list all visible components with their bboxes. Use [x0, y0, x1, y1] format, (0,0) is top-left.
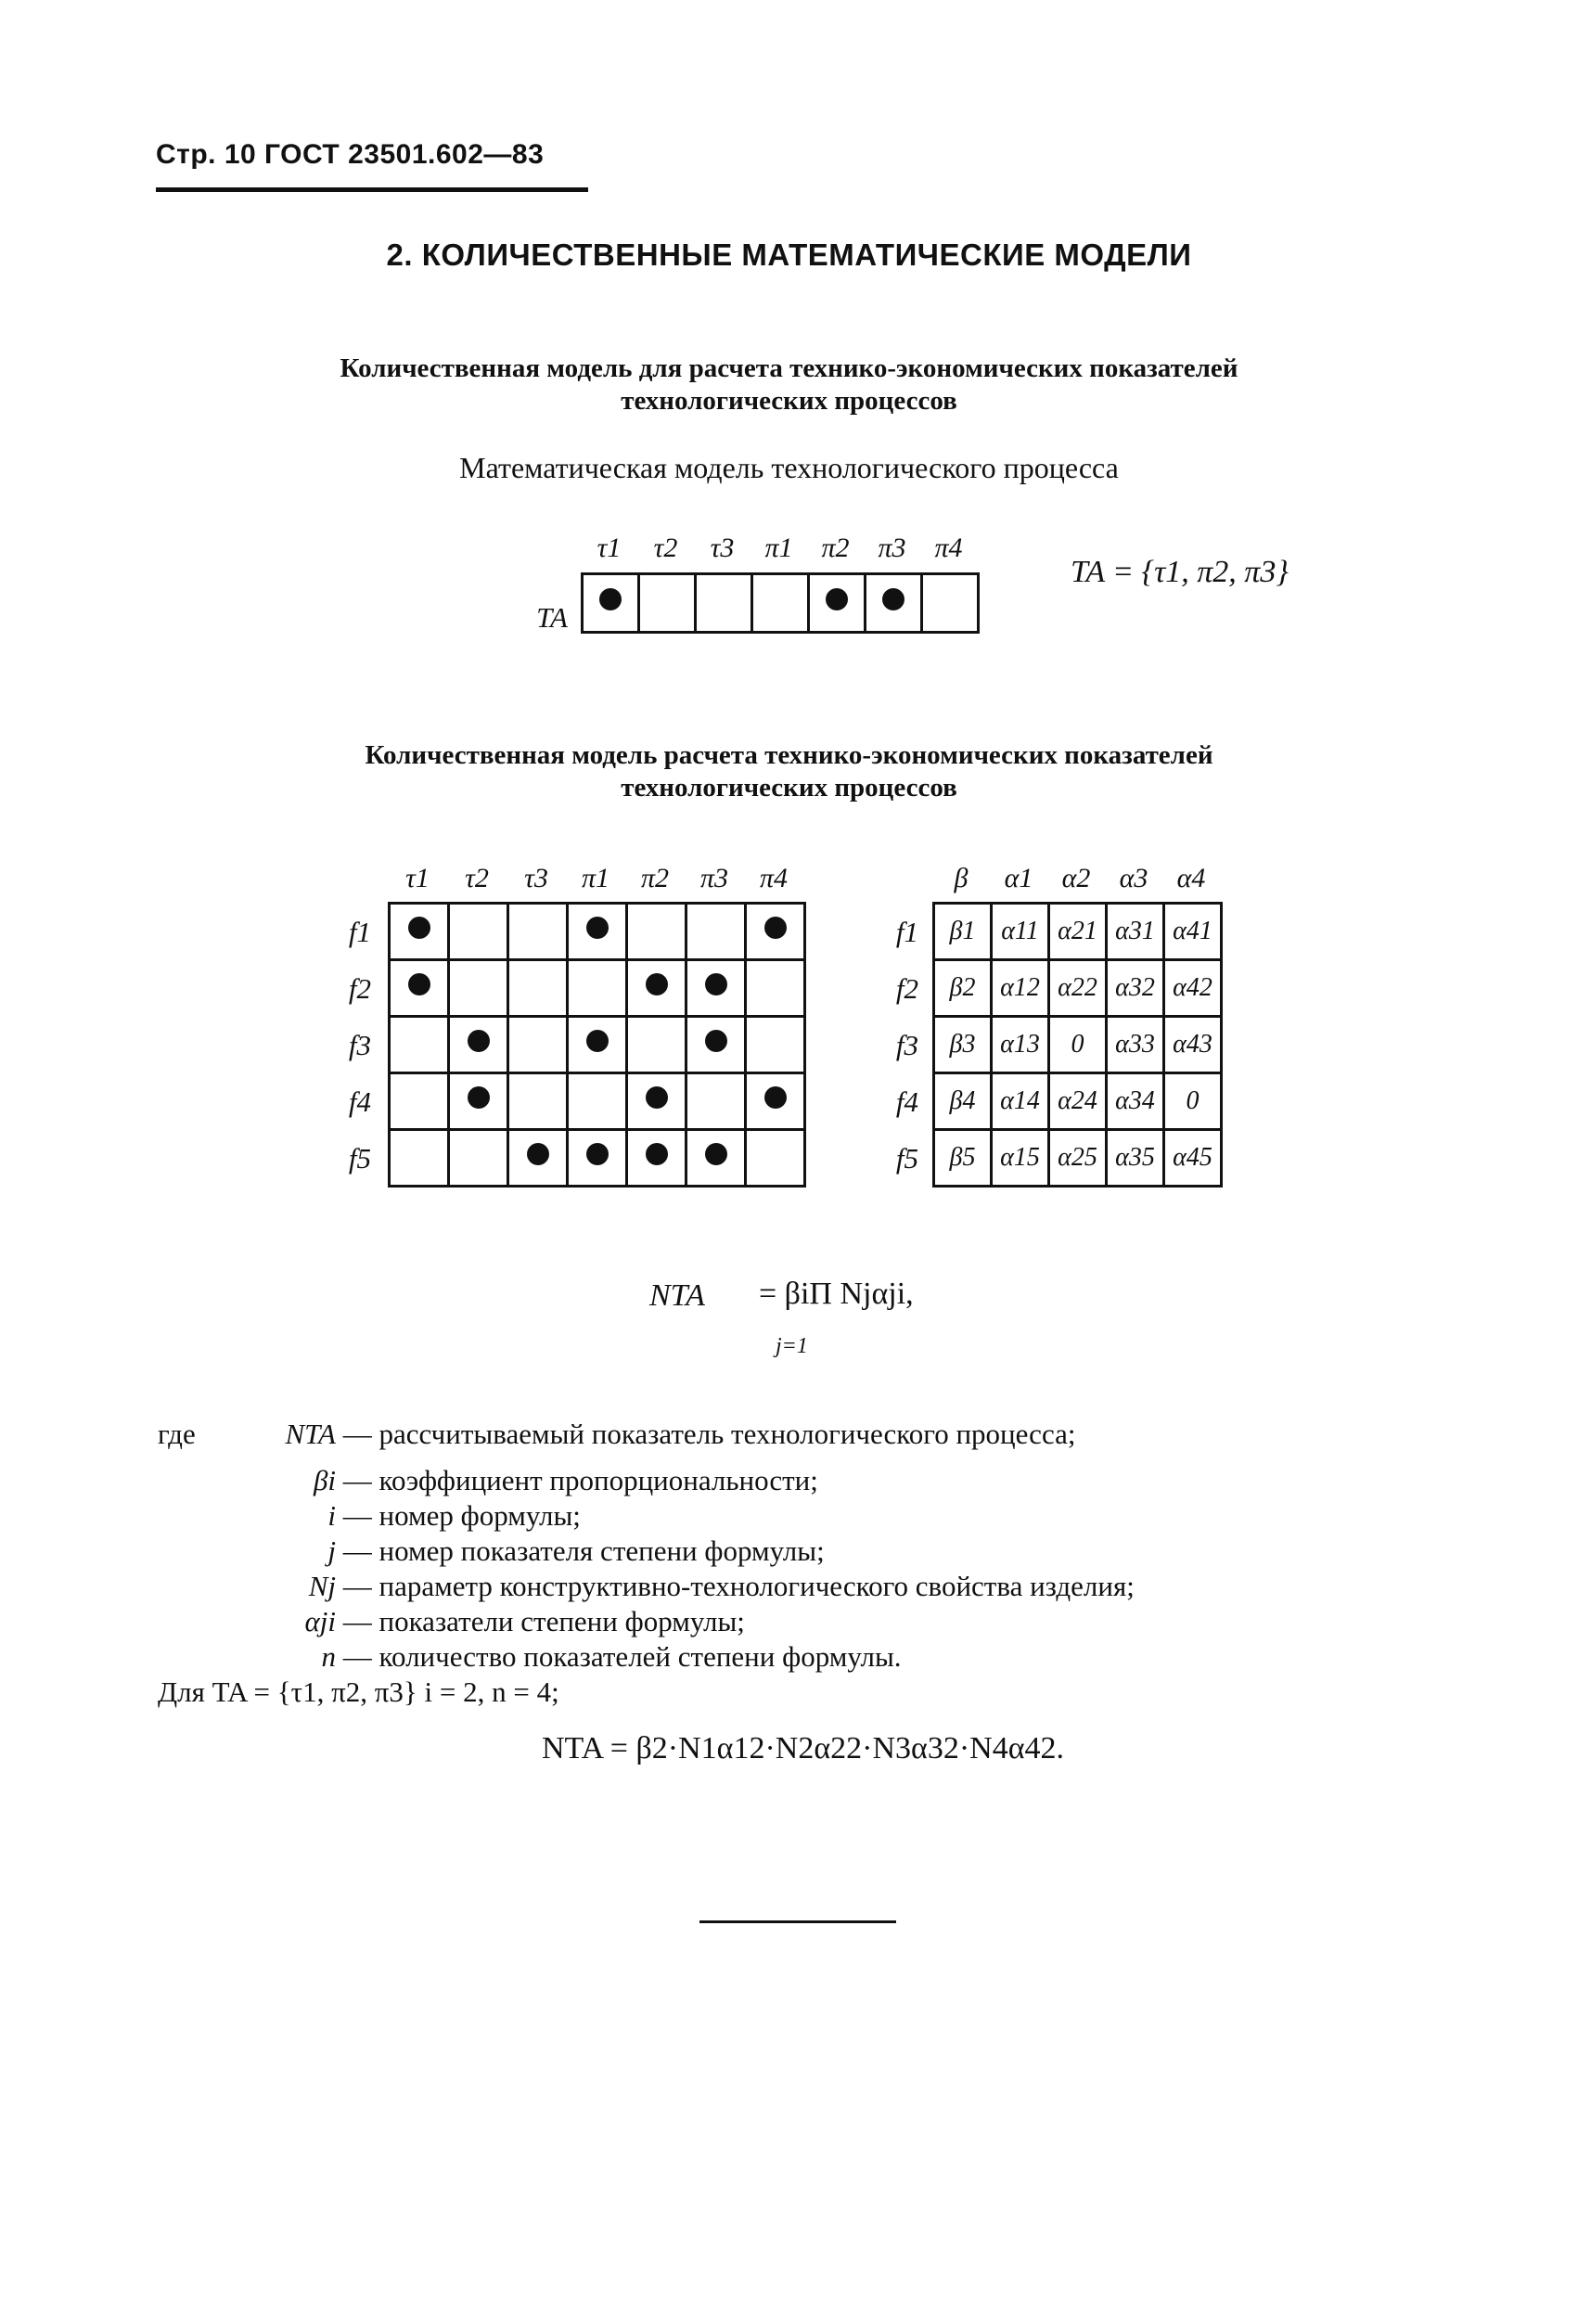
coef-cell-1-3: α32	[1107, 960, 1164, 1017]
b2-cell-0-4	[627, 904, 686, 960]
b3-rowhead-3: f4	[895, 1085, 918, 1118]
coef-cell-0-2: α21	[1049, 904, 1107, 960]
coef-row-2	[934, 1017, 1222, 1073]
coef-cell-1-4: α42	[1164, 960, 1222, 1017]
b2-row-3	[390, 1073, 805, 1130]
b2-cell-3-1	[449, 1073, 508, 1130]
filled-dot-icon	[882, 588, 904, 610]
page-header: Стр. 10 ГОСТ 23501.602—83	[156, 139, 545, 170]
block1-set-formula: TA = {τ1, π2, π3}	[1071, 555, 1289, 589]
filled-dot-icon	[599, 588, 622, 610]
b2-colhead-4: π2	[640, 863, 670, 893]
b3-rowhead-4: f5	[895, 1142, 918, 1175]
block1-grid	[581, 572, 980, 634]
coef-cell-2-4: α43	[1164, 1017, 1222, 1073]
block1-title-line2: технологических процессов	[621, 386, 957, 416]
definition-item	[202, 1640, 902, 1674]
coef-cell-1-1: α12	[992, 960, 1049, 1017]
coef-cell-2-2: 0	[1049, 1017, 1107, 1073]
definition-symbol: i	[327, 1499, 336, 1532]
b2-cell-0-1	[449, 904, 508, 960]
b1-colhead-5: π3	[878, 533, 906, 563]
b1-colhead-6: π4	[934, 533, 963, 563]
b2-rowhead-2: f3	[348, 1029, 371, 1061]
b2-cell-2-5	[686, 1017, 746, 1073]
b2-colhead-6: π4	[759, 863, 789, 893]
b2-colhead-5: π3	[699, 863, 729, 893]
formula-main-lhs: NTA	[649, 1278, 705, 1313]
b2-row-2	[390, 1017, 805, 1073]
b2-cell-2-2	[508, 1017, 568, 1073]
final-condition: Для TA = {τ1, π2, π3} i = 2, n = 4;	[158, 1676, 559, 1708]
definition-text: — количество показателей степени формулы.	[336, 1640, 902, 1673]
b2-cell-3-3	[568, 1073, 627, 1130]
filled-dot-icon	[468, 1086, 490, 1109]
filled-dot-icon	[408, 917, 430, 939]
b1-cell-0-1	[639, 574, 696, 633]
b2-cell-0-5	[686, 904, 746, 960]
definition-text: — рассчитываемый показатель технологического процесса;	[336, 1418, 1076, 1450]
b3-rowhead-2: f3	[895, 1029, 918, 1061]
b3-colhead-0: β	[954, 863, 969, 893]
b2-row-0	[390, 904, 805, 960]
b2-cell-0-2	[508, 904, 568, 960]
b2-cell-1-3	[568, 960, 627, 1017]
b2-cell-1-5	[686, 960, 746, 1017]
definition-item	[202, 1570, 1135, 1603]
coef-cell-0-0: β1	[934, 904, 992, 960]
coef-row-4	[934, 1130, 1222, 1187]
b2-cell-3-4	[627, 1073, 686, 1130]
definition-item	[202, 1534, 825, 1568]
coef-cell-0-1: α11	[992, 904, 1049, 960]
b2-cell-2-3	[568, 1017, 627, 1073]
coef-cell-3-4: 0	[1164, 1073, 1222, 1130]
definition-symbol: j	[327, 1534, 336, 1567]
coef-cell-2-3: α33	[1107, 1017, 1164, 1073]
b1-cell-0-2	[696, 574, 752, 633]
b2-cell-2-6	[746, 1017, 805, 1073]
b2-cell-1-0	[390, 960, 449, 1017]
b1-colhead-1: τ2	[653, 533, 678, 563]
b2-colhead-1: τ2	[465, 863, 489, 893]
filled-dot-icon	[646, 1086, 668, 1109]
b1-cell-0-3	[752, 574, 809, 633]
coef-row-1	[934, 960, 1222, 1017]
b3-rowhead-1: f2	[895, 972, 918, 1005]
b2-rowhead-1: f2	[348, 972, 371, 1005]
b2-colhead-0: τ1	[405, 863, 430, 893]
section-title: 2. КОЛИЧЕСТВЕННЫЕ МАТЕМАТИЧЕСКИЕ МОДЕЛИ	[386, 238, 1192, 272]
coef-row-3	[934, 1073, 1222, 1130]
b1-cell-0-6	[922, 574, 979, 633]
coef-cell-4-1: α15	[992, 1130, 1049, 1187]
formula-main-rhs: = βiΠ Njαji,	[759, 1277, 914, 1311]
final-formula: NTA = β2·N1α12·N2α22·N3α32·N4α42.	[542, 1731, 1065, 1765]
b3-colhead-4: α4	[1176, 863, 1206, 893]
definition-item	[202, 1605, 745, 1638]
filled-dot-icon	[586, 1030, 609, 1052]
b1-row-0	[583, 574, 979, 633]
b2-cell-4-0	[390, 1130, 449, 1187]
b3-colhead-2: α2	[1061, 863, 1091, 893]
definition-text: — номер показателя степени формулы;	[336, 1534, 825, 1567]
b3-rowhead-0: f1	[895, 916, 918, 948]
b2-rowhead-3: f4	[348, 1085, 371, 1118]
coef-cell-3-1: α14	[992, 1073, 1049, 1130]
b2-cell-4-5	[686, 1130, 746, 1187]
block2-title-line1: Количественная модель расчета технико-экономических показателей	[365, 740, 1213, 770]
b2-cell-3-0	[390, 1073, 449, 1130]
b2-rowhead-0: f1	[348, 916, 371, 948]
coef-cell-1-0: β2	[934, 960, 992, 1017]
b2-cell-0-0	[390, 904, 449, 960]
b2-colhead-2: τ3	[524, 863, 548, 893]
coef-cell-2-1: α13	[992, 1017, 1049, 1073]
b2-row-1	[390, 960, 805, 1017]
block2-title-line2: технологических процессов	[621, 773, 957, 802]
definition-symbol: n	[321, 1640, 336, 1673]
coef-cell-3-0: β4	[934, 1073, 992, 1130]
b2-cell-0-3	[568, 904, 627, 960]
filled-dot-icon	[468, 1030, 490, 1052]
b3-colhead-1: α1	[1004, 863, 1033, 893]
b2-cell-0-6	[746, 904, 805, 960]
b2-cell-4-6	[746, 1130, 805, 1187]
definition-text: — номер формулы;	[336, 1499, 581, 1532]
coef-cell-4-2: α25	[1049, 1130, 1107, 1187]
b1-colhead-2: τ3	[710, 533, 735, 563]
block1-row-label: TA	[536, 601, 568, 634]
definition-symbol: αji	[304, 1605, 336, 1637]
definitions-intro: где	[158, 1418, 196, 1450]
filled-dot-icon	[527, 1143, 549, 1165]
filled-dot-icon	[646, 973, 668, 995]
b2-cell-1-2	[508, 960, 568, 1017]
b2-colhead-3: π1	[581, 863, 610, 893]
coefficient-table	[932, 902, 1223, 1188]
b2-cell-2-4	[627, 1017, 686, 1073]
b2-rowhead-4: f5	[348, 1142, 371, 1175]
filled-dot-icon	[705, 1030, 727, 1052]
coef-row-0	[934, 904, 1222, 960]
header-rule	[156, 187, 588, 192]
b2-cell-4-3	[568, 1130, 627, 1187]
coef-cell-0-4: α41	[1164, 904, 1222, 960]
coef-cell-2-0: β3	[934, 1017, 992, 1073]
coef-cell-3-2: α24	[1049, 1073, 1107, 1130]
block1-title-line1: Количественная модель для расчета технико-экономических показателей	[340, 353, 1238, 383]
b2-cell-3-6	[746, 1073, 805, 1130]
coef-cell-4-0: β5	[934, 1130, 992, 1187]
b2-cell-2-1	[449, 1017, 508, 1073]
definition-text: — коэффициент пропорциональности;	[336, 1464, 818, 1496]
filled-dot-icon	[705, 1143, 727, 1165]
filled-dot-icon	[705, 973, 727, 995]
filled-dot-icon	[586, 1143, 609, 1165]
b1-cell-0-0	[583, 574, 639, 633]
b2-cell-1-6	[746, 960, 805, 1017]
block1-subtitle: Математическая модель технологического процесса	[459, 451, 1119, 484]
b2-cell-3-5	[686, 1073, 746, 1130]
b2-cell-1-4	[627, 960, 686, 1017]
incidence-matrix	[388, 902, 806, 1188]
definition-item	[225, 1418, 1075, 1451]
definition-symbol: NTA	[285, 1418, 336, 1450]
definition-symbol: βi	[313, 1464, 336, 1496]
end-rule	[699, 1920, 896, 1923]
filled-dot-icon	[764, 1086, 787, 1109]
definition-text: — параметр конструктивно-технологического свойства изделия;	[336, 1570, 1135, 1602]
filled-dot-icon	[586, 917, 609, 939]
b1-colhead-3: π1	[764, 533, 793, 563]
definition-text: — показатели степени формулы;	[336, 1605, 745, 1637]
coef-cell-4-3: α35	[1107, 1130, 1164, 1187]
coef-cell-0-3: α31	[1107, 904, 1164, 960]
formula-main-limit: j=1	[776, 1334, 808, 1358]
coef-cell-4-4: α45	[1164, 1130, 1222, 1187]
filled-dot-icon	[764, 917, 787, 939]
b2-cell-4-1	[449, 1130, 508, 1187]
b2-cell-4-4	[627, 1130, 686, 1187]
filled-dot-icon	[646, 1143, 668, 1165]
definition-item	[202, 1499, 581, 1533]
b2-cell-4-2	[508, 1130, 568, 1187]
b1-cell-0-4	[809, 574, 866, 633]
b2-cell-2-0	[390, 1017, 449, 1073]
b1-colhead-0: τ1	[597, 533, 622, 563]
filled-dot-icon	[408, 973, 430, 995]
coef-cell-1-2: α22	[1049, 960, 1107, 1017]
b1-cell-0-5	[866, 574, 922, 633]
filled-dot-icon	[826, 588, 848, 610]
coef-cell-3-3: α34	[1107, 1073, 1164, 1130]
b2-row-4	[390, 1130, 805, 1187]
b2-cell-1-1	[449, 960, 508, 1017]
b3-colhead-3: α3	[1119, 863, 1148, 893]
b2-cell-3-2	[508, 1073, 568, 1130]
b1-colhead-4: π2	[821, 533, 850, 563]
definition-symbol: Nj	[308, 1570, 336, 1602]
definition-item	[202, 1464, 818, 1497]
